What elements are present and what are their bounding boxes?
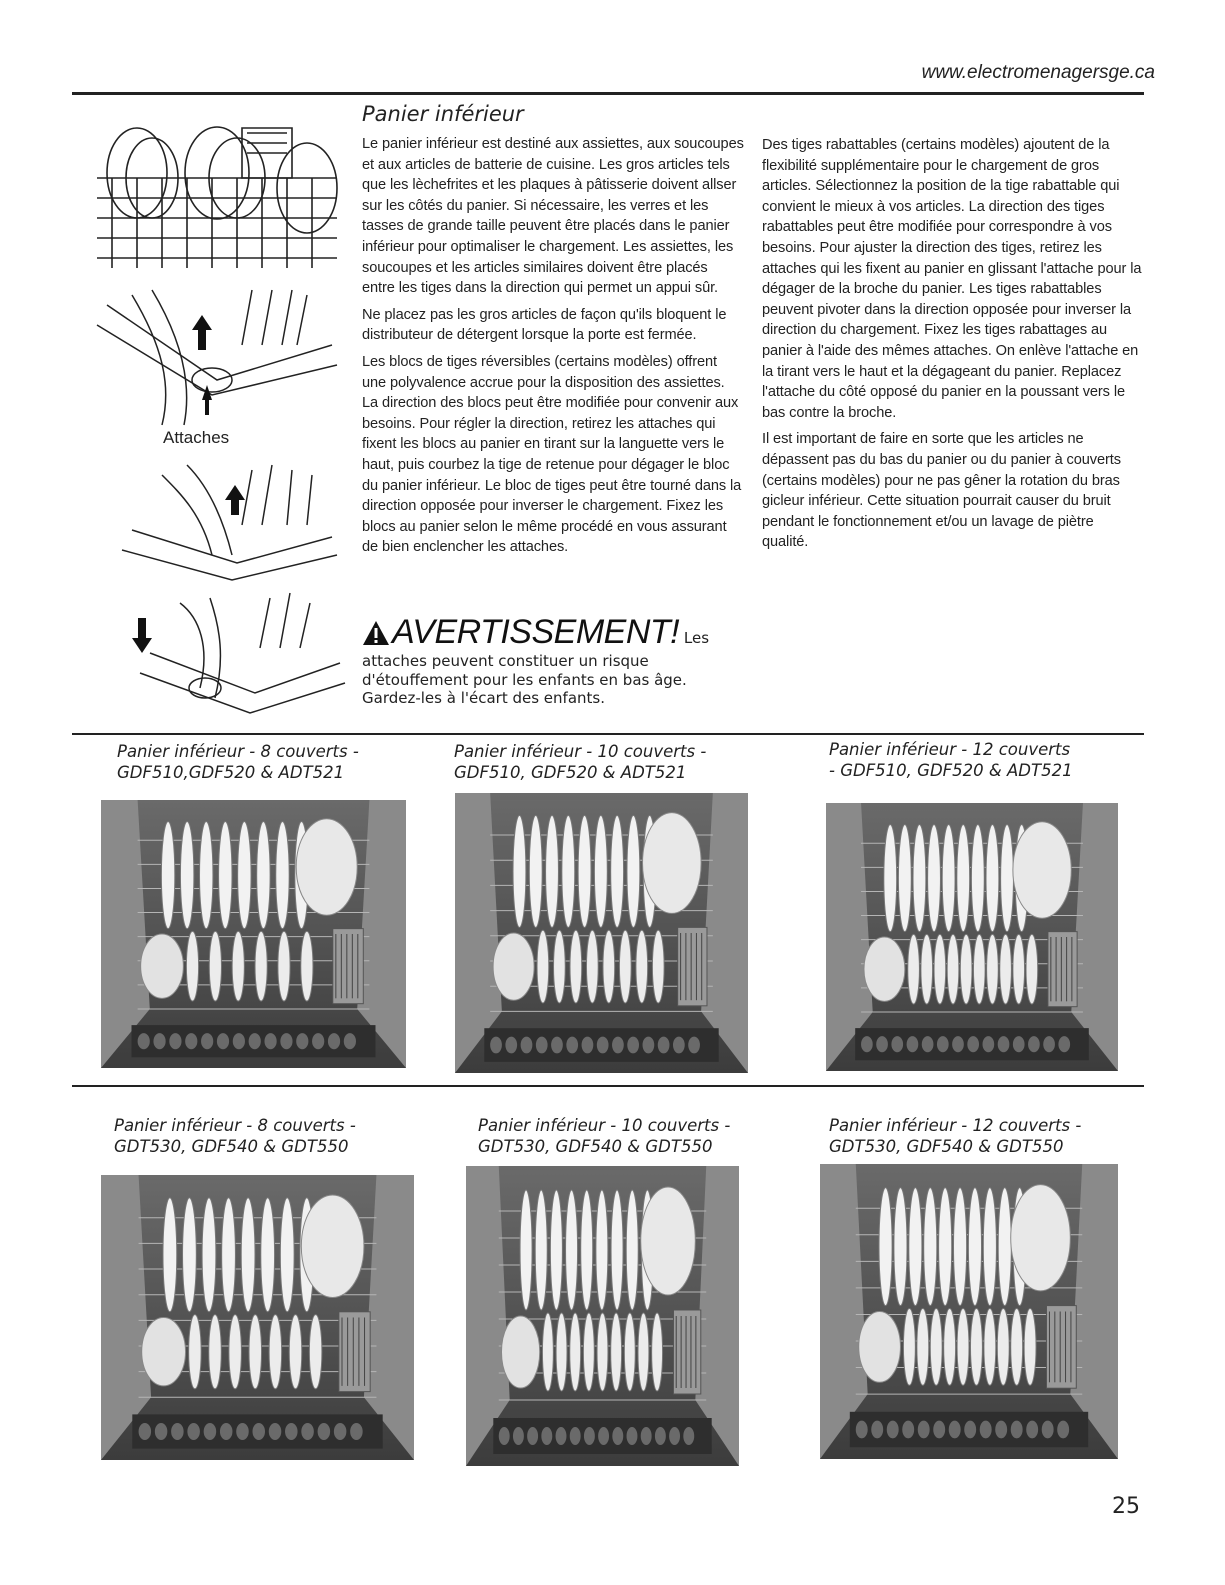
left-text-column: [362, 134, 744, 564]
section-heading: Panier inférieur: [362, 102, 524, 126]
attaches-illustration: [92, 285, 342, 430]
warning-lead: Les: [683, 629, 710, 647]
rack-photo-row2-8: [101, 1175, 414, 1460]
warning-text: attaches peuvent constituer un risque d'étouffement pour les enfants en bas âge. Gardez-les à l'écart des enfants.: [362, 652, 687, 707]
paragraph-fold-down-tines: Des tiges rabattables (certains modèles) ajoutent de la flexibilité supplémentaire pour le chargement de gros articles. Sélectionnez la position de la tige rabattable qui convient le mieux à vos articles. La direction des tiges rabattables peut être modifiée pour correspondre à vos besoins. Pour ajuster la direction des tiges, retirez les attaches qui les fixent au panier en glissant l'attache pour la dégager de la broche du panier. Les tiges rabattables peuvent pivoter dans la direction opposée pour inverser la direction du chargement. Fixez les tiges rabattages au panier à l'aide des mêmes attaches. On enlève l'attache en la tirant vers le haut et la dégageant du panier. Replacez l'attache du côté opposé du panier en la poussant vers le bas contre la broche.: [762, 137, 1142, 421]
fold-down-tine-illustration: [100, 588, 350, 718]
paragraph-lower-rack: Le panier inférieur est destiné aux assiettes, aux soucoupes et aux articles de batterie de cuisine. Les gros articles tels que les lèchefrites et les plaques à pâtisserie doivent allser sur les côtés du panier. Si nécessaire, les verres et les tasses de grande taille peuvent être placés dans le panier inférieur pour optimaliser le chargement. Les assiettes, les soucoupes et les articles similaires doivent être placés entre les tiges dans la direction qui permet un appui sûr.: [362, 136, 744, 297]
rack-photo-row1-10: [455, 793, 748, 1073]
paragraph-detergent: Ne placez pas les gros articles de façon qu'ils bloquent le distributeur de détergent lorsque la porte est fermée.: [362, 306, 727, 344]
tine-block-illustration: [92, 455, 342, 585]
rack-photo-row2-12: [820, 1164, 1118, 1459]
rack-photo-row2-10: [466, 1166, 739, 1466]
rack-illustration-top: [92, 118, 342, 273]
rack-photo-row1-8: [101, 800, 406, 1068]
caption-row1-10: Panier inférieur - 10 couverts - GDF510, GDF520 & ADT521: [454, 742, 707, 782]
caption-row2-12: Panier inférieur - 12 couverts - GDT530, GDF540 & GDT550: [829, 1116, 1082, 1156]
paragraph-reversible-tines: Les blocs de tiges réversibles (certains modèles) offrent une polyvalence accrue pour la disposition des assiettes. La direction des blocs peut être modifiée pour convenir aux besoins. Pour régler la direction, retirez les attaches qui fixent les blocs au panier en tirant sur la languette vers le haut, puis courbez la tige de retenue pour dégager le bloc du panier inférieur. Le bloc de tiges peut être tourné dans la direction opposée pour inverser le chargement. Fixez les blocs au panier selon le même procédé en vous assurant de bien enclencher les attaches.: [362, 353, 742, 556]
warning-block: [362, 612, 747, 708]
right-text-column: [762, 135, 1142, 559]
caption-row1-8: Panier inférieur - 8 couverts - GDF510,GDF520 & ADT521: [117, 742, 359, 782]
attaches-label: Attaches: [163, 428, 230, 447]
top-rule: [72, 92, 1144, 95]
paragraph-spray-arm: Il est important de faire en sorte que les articles ne dépassent pas du bas du panier ou du panier à couverts (certains modèles) pour ne pas gêner la rotation du bras gicleur inférieur. Cette situation pourrait causer du bruit pendant le fonctionnement et/ou un lavage de piètre qualité.: [762, 431, 1121, 551]
middle-rule-2: [72, 1085, 1144, 1087]
middle-rule-1: [72, 733, 1144, 735]
caption-row1-12: Panier inférieur - 12 couverts - GDF510, GDF520 & ADT521: [829, 740, 1073, 780]
warning-title: AVERTISSEMENT!: [392, 613, 680, 651]
rack-photo-row1-12: [826, 803, 1118, 1071]
website-url: www.electromenagersge.ca: [921, 62, 1155, 83]
caption-row2-10: Panier inférieur - 10 couverts - GDT530, GDF540 & GDT550: [478, 1116, 731, 1156]
caption-row2-8: Panier inférieur - 8 couverts - GDT530, GDF540 & GDT550: [114, 1116, 356, 1156]
page-number: 25: [1112, 1494, 1140, 1519]
